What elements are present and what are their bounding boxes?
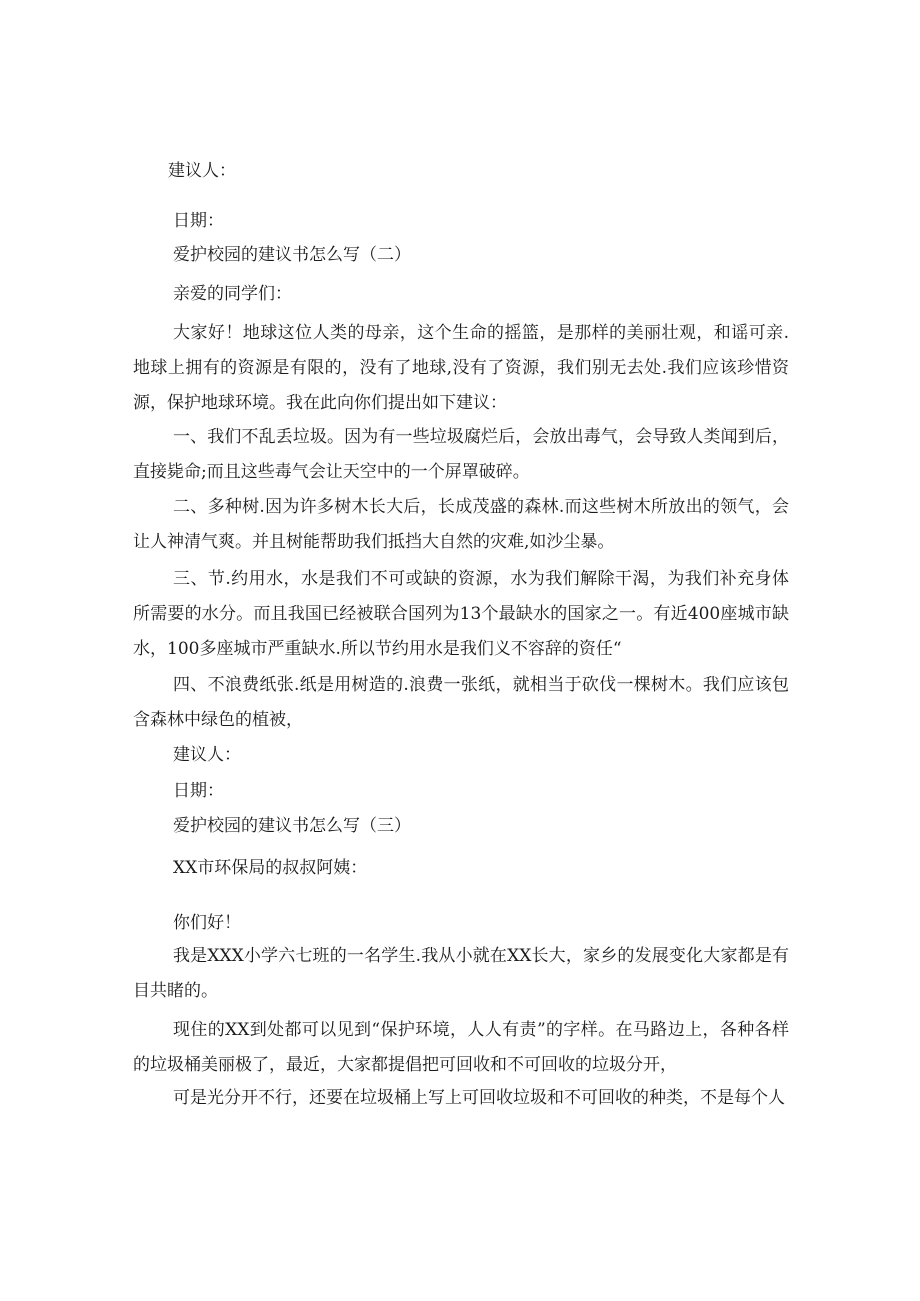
paragraph-suggestion-3: 三、节.约用水，水是我们不可或缺的资源，水为我们解除干渴，为我们补充身体所需要的水分。而且我国已经被联合国列为13个最缺水的国家之一。有近400座城市缺水，100多座城市严重缺水.所以节约用水是我们义不容辞的资任“ [133, 569, 789, 659]
salutation-3: XX市环保局的叔叔阿姨： [173, 858, 368, 878]
greeting-3: 你们好！ [173, 913, 241, 933]
paragraph-continuation: 可是光分开不行，还要在垃圾桶上写上可回收垃圾和不可回收的种类，不是每个人 [173, 1088, 785, 1108]
paragraph-current-situation: 现住的XX到处都可以见到“保护环境，人人有责”的字样。在马路边上，各种各样的垃圾桶美丽极了，最近，大家都提倡把可回收和不可回收的垃圾分开， [133, 1020, 789, 1075]
date-label-1: 日期： [173, 211, 224, 231]
paragraph-intro: 大家好！地球这位人类的母亲，这个生命的摇篮，是那样的美丽壮观，和谣可亲.地球上拥有的资源是有限的，没有了地球,没有了资源，我们别无去处.我们应该珍惜资源，保护地球环境。我在此向你们提出如下建议： [133, 323, 789, 413]
paragraph-introduction: 我是XXX小学六七班的一名学生.我从小就在XX长大，家乡的发展变化大家都是有目共睹的。 [133, 946, 789, 1001]
signer-label-2: 建议人： [173, 745, 241, 765]
date-label-2: 日期： [173, 781, 224, 801]
paragraph-suggestion-4: 四、不浪费纸张.纸是用树造的.浪费一张纸，就相当于砍伐一棵树木。我们应该包含森林中绿色的植被， [133, 675, 789, 730]
salutation-2: 亲爱的同学们： [173, 284, 292, 304]
section-title-3: 爱护校园的建议书怎么写（三） [173, 816, 411, 836]
signer-label-1: 建议人： [168, 161, 236, 181]
paragraph-suggestion-2: 二、多种树.因为许多树木长大后，长成茂盛的森林.而这些树木所放出的领气，会让人神清气爽。并且树能帮助我们抵挡大自然的灾难,如沙尘暴。 [133, 497, 789, 552]
paragraph-suggestion-1: 一、我们不乱丢垃圾。因为有一些垃圾腐烂后，会放出毒气，会导致人类闻到后，直接毙命;而且这些毒气会让天空中的一个屏罩破碎。 [133, 427, 789, 482]
section-title-2: 爱护校园的建议书怎么写（二） [173, 245, 411, 265]
